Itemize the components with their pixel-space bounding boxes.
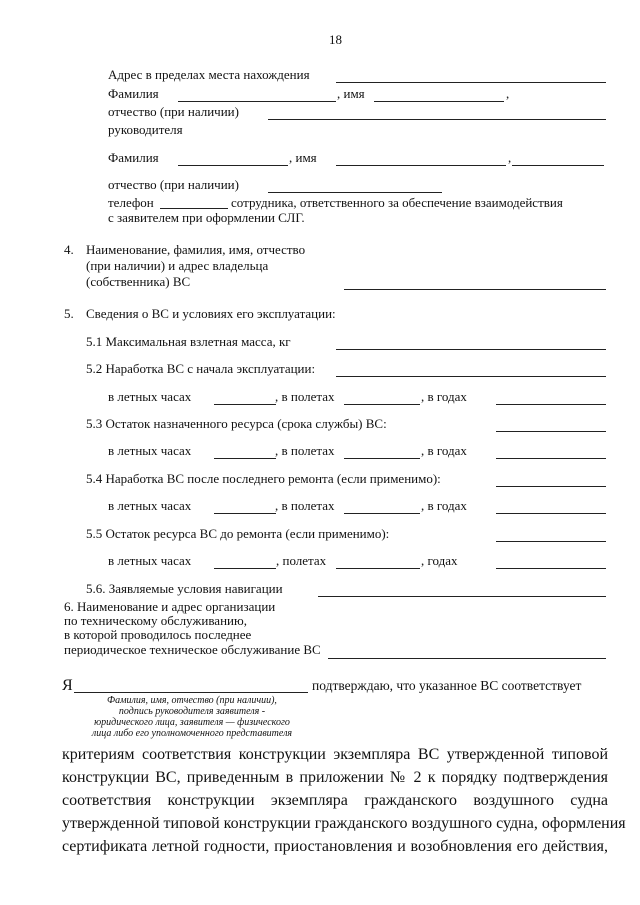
- phone-field-line[interactable]: [160, 208, 228, 209]
- section6-line3: в которой проводилось последнее: [64, 627, 252, 642]
- s53-flights-line[interactable]: [344, 458, 420, 459]
- head-label: руководителя: [108, 122, 183, 137]
- name2-field-line[interactable]: [336, 165, 506, 166]
- s53-hours-line[interactable]: [214, 458, 276, 459]
- name2-extra-line[interactable]: [512, 165, 604, 166]
- s55-flights-line[interactable]: [336, 568, 420, 569]
- s52-label: 5.2 Наработка ВС с начала эксплуатации:: [86, 361, 316, 376]
- s54-field-line[interactable]: [496, 486, 606, 487]
- s52-hours-line[interactable]: [214, 404, 276, 405]
- patronymic2-field-line[interactable]: [268, 192, 442, 193]
- s53-hours-label: в летных часах: [108, 443, 192, 458]
- comma2: ,: [508, 150, 512, 165]
- s52-flights-label: , в полетах: [275, 389, 335, 404]
- s52-years-line[interactable]: [496, 404, 606, 405]
- s53-field-line[interactable]: [496, 431, 606, 432]
- name2-label: , имя: [289, 150, 317, 165]
- s53-flights-label: , в полетах: [275, 443, 335, 458]
- address-field-line[interactable]: [336, 82, 606, 83]
- s54-flights-label: , в полетах: [275, 498, 335, 513]
- s55-label: 5.5 Остаток ресурса ВС до ремонта (если применимо):: [86, 526, 390, 541]
- s52-years-label: , в годах: [421, 389, 467, 404]
- section6-line2: по техническому обслуживанию,: [64, 613, 247, 628]
- declaration-ya: Я: [62, 677, 73, 694]
- name-field-line[interactable]: [374, 101, 504, 102]
- patronymic2-label: отчество (при наличии): [108, 177, 239, 192]
- s53-years-label: , в годах: [421, 443, 467, 458]
- s53-years-line[interactable]: [496, 458, 606, 459]
- declarant-field-line[interactable]: [74, 692, 308, 693]
- declaration-paragraph-line-1: критериям соответствия конструкции экземпляра ВС утвержденной типовой: [62, 746, 608, 763]
- section5-title: Сведения о ВС и условиях его эксплуатации:: [86, 306, 336, 321]
- s54-flights-line[interactable]: [344, 513, 420, 514]
- s55-field-line[interactable]: [496, 541, 606, 542]
- address-label: Адрес в пределах места нахождения: [108, 67, 310, 82]
- section6-line4: периодическое техническое обслуживание ВС: [64, 642, 321, 657]
- surname2-field-line[interactable]: [178, 165, 288, 166]
- s52-field-line[interactable]: [336, 376, 606, 377]
- section6-field-line[interactable]: [328, 658, 606, 659]
- comma: ,: [506, 86, 510, 101]
- s55-hours-label: в летных часах: [108, 553, 192, 568]
- declarant-note-2: подпись руководителя заявителя -: [118, 706, 266, 717]
- declarant-note-3: юридического лица, заявителя — физического: [94, 717, 290, 728]
- section4-line2: (при наличии) и адрес владельца: [86, 258, 269, 273]
- surname-label: Фамилия: [108, 86, 159, 101]
- s54-years-label: , в годах: [421, 498, 467, 513]
- s55-years-line[interactable]: [496, 568, 606, 569]
- surname-field-line[interactable]: [178, 101, 336, 102]
- declaration-paragraph-line-4: утвержденной типовой конструкции гражданского воздушного судна, оформления: [62, 815, 626, 832]
- patronymic-field-line[interactable]: [268, 119, 606, 120]
- s54-label: 5.4 Наработка ВС после последнего ремонта (если применимо):: [86, 471, 441, 486]
- section5-number: 5.: [64, 306, 74, 321]
- s55-years-label: , годах: [421, 553, 458, 568]
- owner-field-line[interactable]: [344, 289, 606, 290]
- declaration-confirm: подтверждаю, что указанное ВС соответствует: [312, 678, 582, 693]
- page-number: 18: [329, 32, 342, 47]
- s54-hours-label: в летных часах: [108, 498, 192, 513]
- patronymic-label: отчество (при наличии): [108, 104, 239, 119]
- declaration-paragraph-line-3: соответствия конструкции экземпляра гражданского воздушного судна: [62, 792, 608, 809]
- s52-flights-line[interactable]: [344, 404, 420, 405]
- s51-label: 5.1 Максимальная взлетная масса, кг: [86, 334, 291, 349]
- declarant-note-4: лица либо его уполномоченного представителя: [91, 728, 293, 739]
- declaration-paragraph-line-5: сертификата летной годности, приостановления и возобновления его действия,: [62, 838, 608, 855]
- s55-flights-label: , полетах: [276, 553, 327, 568]
- s52-hours-label: в летных часах: [108, 389, 192, 404]
- section4-line3: (собственника) ВС: [86, 274, 191, 289]
- s56-field-line[interactable]: [318, 596, 606, 597]
- s56-label: 5.6. Заявляемые условия навигации: [86, 581, 283, 596]
- s54-years-line[interactable]: [496, 513, 606, 514]
- s51-field-line[interactable]: [336, 349, 606, 350]
- surname2-label: Фамилия: [108, 150, 159, 165]
- s54-hours-line[interactable]: [214, 513, 276, 514]
- s53-label: 5.3 Остаток назначенного ресурса (срока службы) ВС:: [86, 416, 387, 431]
- section4-number: 4.: [64, 242, 74, 257]
- s55-hours-line[interactable]: [214, 568, 276, 569]
- phone-text: сотрудника, ответственного за обеспечение взаимодействия: [231, 195, 563, 210]
- phone-text-2: с заявителем при оформлении СЛГ.: [108, 210, 305, 225]
- phone-label: телефон: [108, 195, 154, 210]
- declarant-note-1: Фамилия, имя, отчество (при наличии),: [107, 695, 277, 706]
- section6-line1: 6. Наименование и адрес организации: [64, 599, 276, 614]
- declaration-paragraph-line-2: конструкции ВС, приведенным в приложении № 2 к порядку подтверждения: [62, 769, 608, 786]
- section4-line1: Наименование, фамилия, имя, отчество: [86, 242, 306, 257]
- name-label: , имя: [337, 86, 365, 101]
